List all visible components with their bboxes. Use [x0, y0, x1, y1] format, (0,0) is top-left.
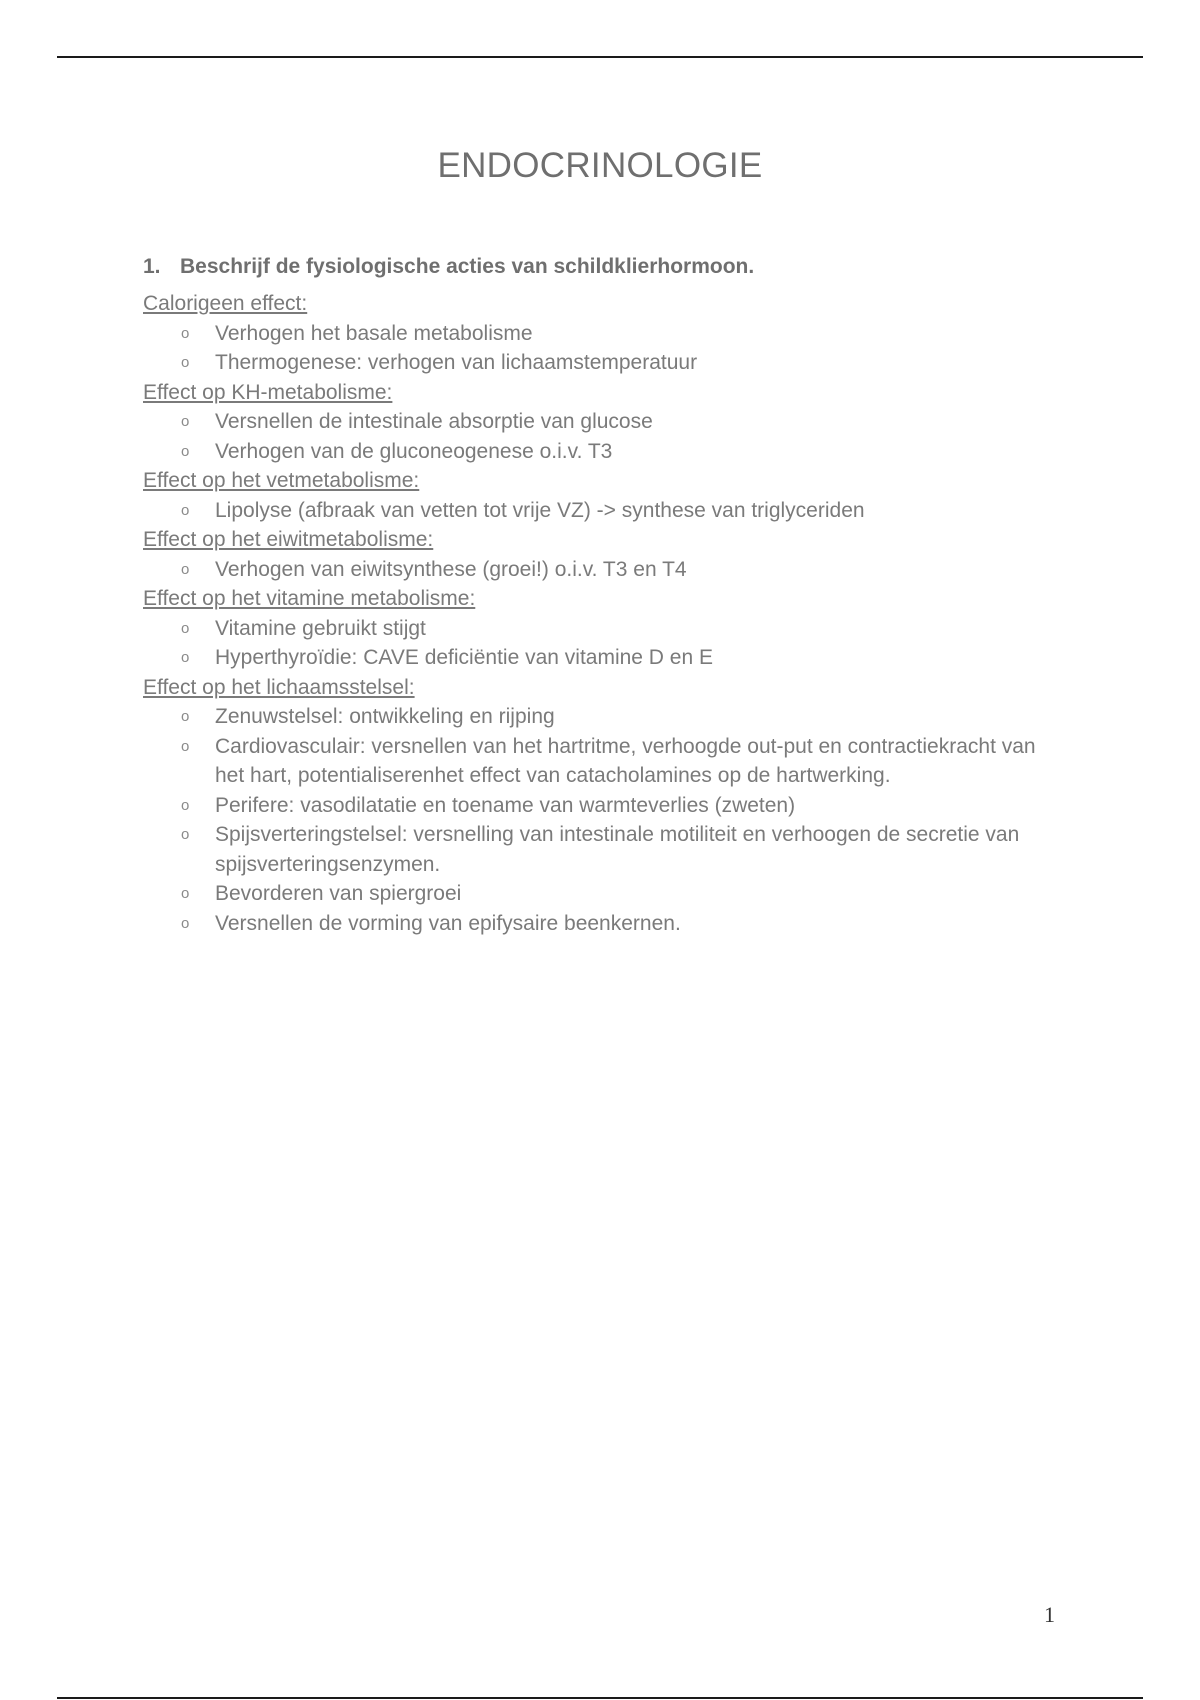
section-heading: Effect op het vitamine metabolisme: [143, 587, 476, 610]
list-item-text: Cardiovasculair: versnellen van het hartritme, verhoogde out-put en contractiekracht van het hart, potentialiserenhet effect van catacholamines op de hartwerking. [215, 734, 1036, 787]
question-text: Beschrijf de fysiologische acties van schildklierhormoon. [180, 255, 755, 278]
bullet-list [143, 407, 1043, 466]
list-item-text: Perifere: vasodilatatie en toename van warmteverlies (zweten) [215, 793, 796, 817]
list-item-text: Lipolyse (afbraak van vetten tot vrije VZ) -> synthese van triglyceriden [215, 498, 865, 522]
hollow-circle-bullet-icon: o [181, 796, 190, 814]
footer-rule [57, 1697, 1143, 1699]
hollow-circle-bullet-icon: o [181, 914, 190, 932]
hollow-circle-bullet-icon: o [181, 885, 190, 902]
section-heading: Effect op KH-metabolisme: [143, 380, 393, 404]
list-item-text: Versnellen de vorming van epifysaire beenkernen. [215, 911, 681, 935]
hollow-circle-bullet-icon: o [181, 354, 190, 371]
section-heading: Effect op het eiwitmetabolisme: [143, 528, 434, 551]
list-item-text: Versnellen de intestinale absorptie van glucose [215, 410, 653, 433]
document-title: ENDOCRINOLOGIE [437, 146, 763, 185]
hollow-circle-bullet-icon: o [181, 560, 190, 578]
hollow-circle-bullet-icon: o [181, 737, 190, 755]
question-heading [143, 255, 1043, 279]
list-item [143, 909, 1043, 939]
list-item [143, 643, 1043, 673]
bullet-list [143, 614, 1043, 673]
list-item [143, 732, 1043, 791]
hollow-circle-bullet-icon: o [181, 442, 190, 460]
list-item [143, 702, 1043, 732]
hollow-circle-bullet-icon: o [181, 649, 190, 666]
list-item-text: Vitamine gebruikt stijgt [215, 616, 426, 640]
hollow-circle-bullet-icon: o [181, 619, 190, 637]
header-rule [57, 56, 1143, 58]
list-item [143, 348, 1043, 378]
list-item-text: Verhogen het basale metabolisme [215, 321, 533, 345]
page-number: 1 [1044, 1602, 1055, 1627]
hollow-circle-bullet-icon: o [181, 413, 190, 430]
list-item [143, 820, 1043, 879]
list-item-text: Thermogenese: verhogen van lichaamstemperatuur [215, 351, 698, 374]
hollow-circle-bullet-icon: o [181, 324, 190, 342]
question-number: 1. [143, 255, 161, 278]
list-item-text: Hyperthyroïdie: CAVE deficiëntie van vitamine D en E [215, 646, 714, 669]
document-body [143, 255, 1043, 938]
hollow-circle-bullet-icon: o [181, 501, 190, 519]
hollow-circle-bullet-icon: o [181, 826, 190, 843]
bullet-list [143, 496, 1043, 526]
list-item-text: Zenuwstelsel: ontwikkeling en rijping [215, 705, 555, 728]
list-item [143, 879, 1043, 909]
list-item-text: Bevorderen van spiergroei [215, 882, 462, 905]
answer-sections [143, 289, 1043, 938]
list-item-text: Spijsverteringstelsel: versnelling van intestinale motiliteit en verhoogen de secretie van spijsverteringsenzymen. [215, 823, 1020, 876]
list-item-text: Verhogen van de gluconeogenese o.i.v. T3 [215, 439, 613, 463]
list-item [143, 407, 1043, 437]
list-item [143, 437, 1043, 467]
section-heading: Calorigeen effect: [143, 292, 308, 315]
hollow-circle-bullet-icon: o [181, 708, 190, 725]
section-heading: Effect op het lichaamsstelsel: [143, 675, 415, 699]
bullet-list [143, 319, 1043, 378]
list-item [143, 614, 1043, 644]
list-item [143, 555, 1043, 585]
list-item-text: Verhogen van eiwitsynthese (groei!) o.i.v. T3 en T4 [215, 557, 687, 581]
bullet-list [143, 702, 1043, 938]
list-item [143, 791, 1043, 821]
section-heading: Effect op het vetmetabolisme: [143, 469, 420, 492]
list-item [143, 496, 1043, 526]
list-item [143, 319, 1043, 349]
bullet-list [143, 555, 1043, 585]
